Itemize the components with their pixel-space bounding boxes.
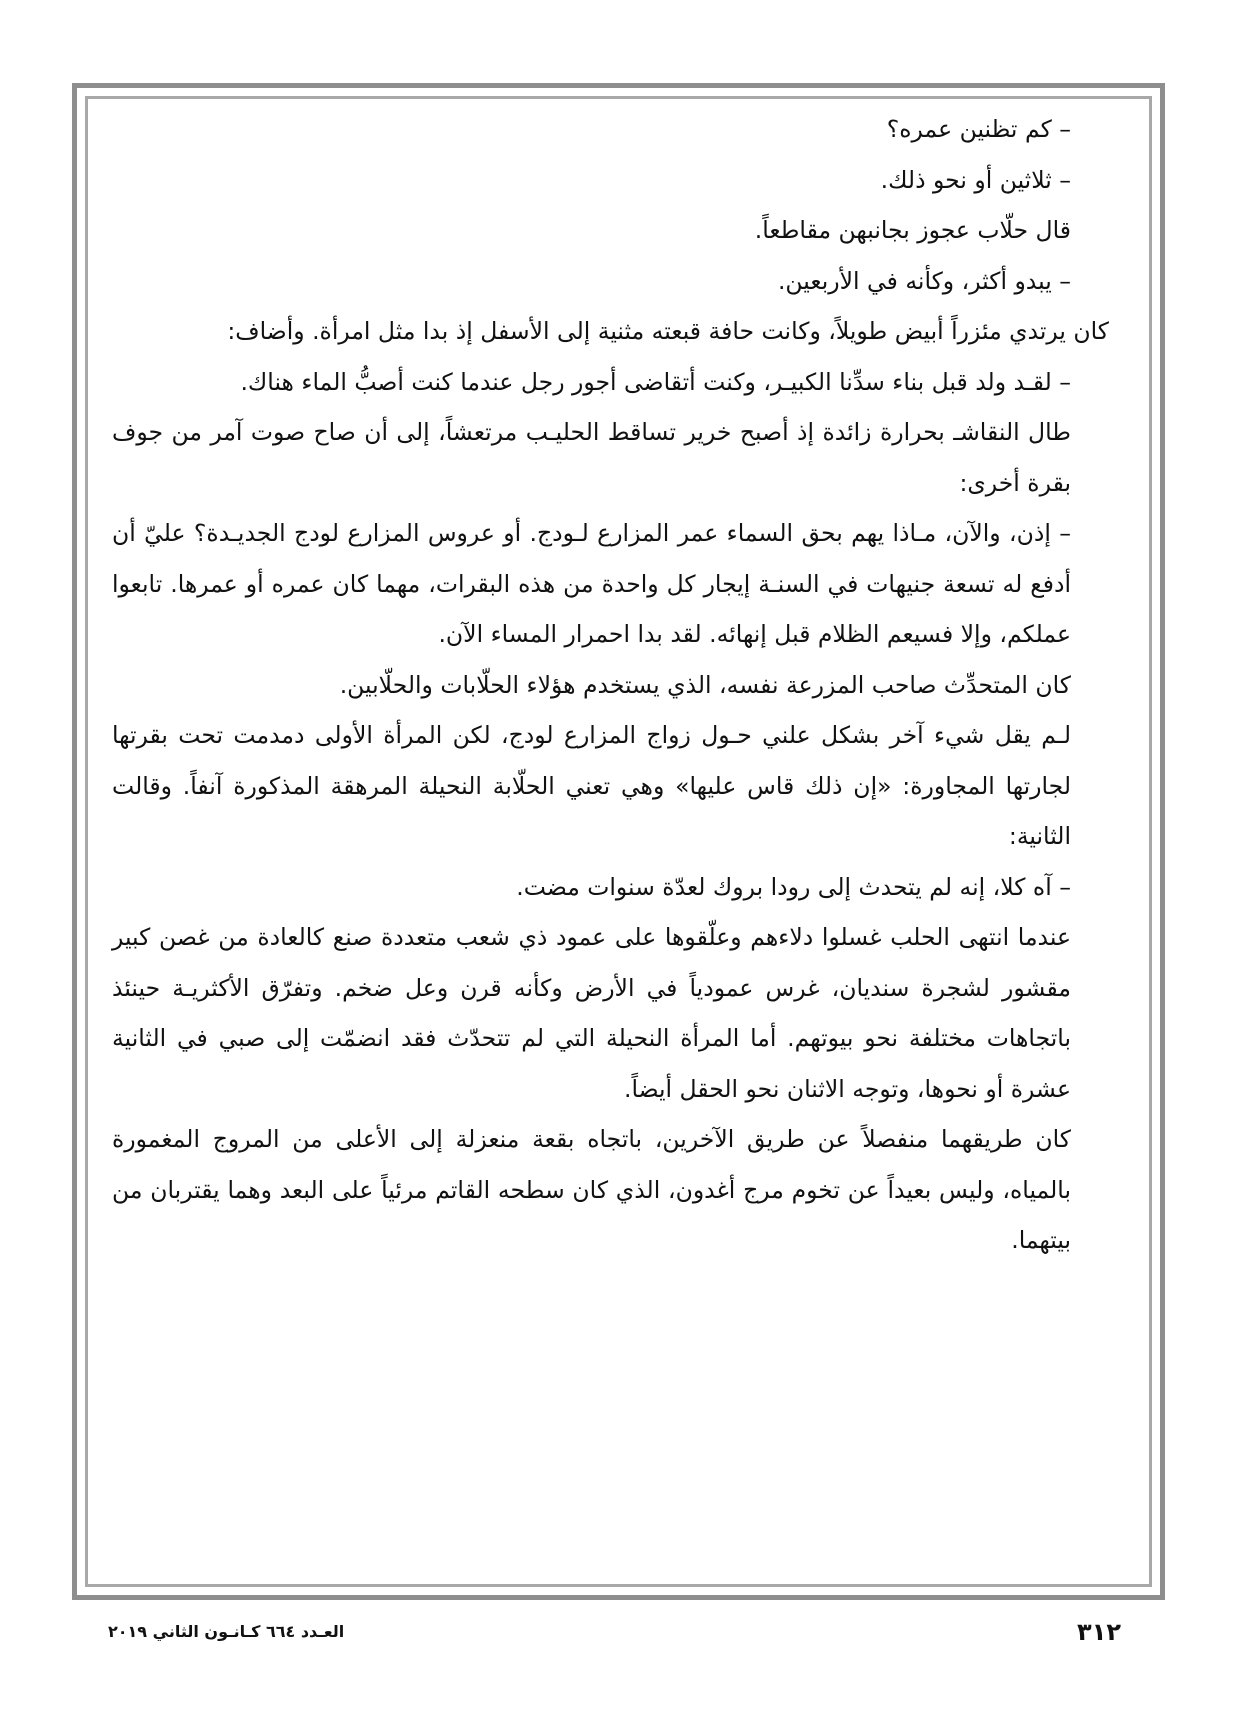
paragraph: عندما انتهى الحلب غسلوا دلاءهم وعلّقوها على عمود ذي شعب متعددة صنع كالعادة من غصن كبير مقشور لشجرة سنديان، غرس عمودياً في الأرض وكأنه قرن وعل ضخم. وتفرّق الأكثريـة حينئذ باتجاهات مختلفة نحو بيوتهم. أما المرأة النحيلة التي لم تتحدّث فقد انضمّت إلى صبي في الثانية عشرة أو نحوها، وتوجه الاثنان نحو الحقل أيضاً. <box>112 923 1071 1103</box>
dialogue-line: – آه كلا، إنه لم يتحدث إلى رودا بروك لعدّة سنوات مضت. <box>516 872 1071 901</box>
dialogue-line: – ثلاثين أو نحو ذلك. <box>880 165 1071 194</box>
dialogue-line: – كم تظنين عمره؟ <box>886 115 1071 143</box>
dialogue-line: – إذن، والآن، مـاذا يهم بحق السماء عمر المزارع لـودج. أو عروس المزارع لودج الجديـدة؟ عليّ أن أدفع له تسعة جنيهات في السنـة إيجار كل واحدة من هذه البقرات، مهما كان عمره أو عمرها. تابعوا عملكم، وإلا فسيعم الظلام قبل إنهائه. لقد بدا احمرار المساء الآن. <box>112 519 1071 648</box>
page-number: ٣١٢ <box>1077 1618 1121 1646</box>
page-footer <box>0 1616 1233 1656</box>
issue-info: العـدد ٦٦٤ كـانـون الثاني ٢٠١٩ <box>108 1622 345 1641</box>
paragraph: قال حلّاب عجوز بجانبهن مقاطعاً. <box>754 216 1071 244</box>
paragraph: لـم يقل شيء آخر بشكل علني حـول زواج المزارع لودج، لكن المرأة الأولى دمدمت تحت بقرتها لجارتها المجاورة: «إن ذلك قاس عليها» وهي تعني الحلّابة النحيلة المرهقة المذكورة آنفاً. وقالت الثانية: <box>112 721 1071 850</box>
paragraph: كان طريقهما منفصلاً عن طريق الآخرين، باتجاه بقعة منعزلة إلى الأعلى من المروج المغمورة بالمياه، وليس بعيداً عن تخوم مرج أغدون، الذي كان سطحه القاتم مرئياً على البعد وهما يقتربان من بيتهما. <box>112 1125 1071 1254</box>
paragraph: كان يرتدي مئزراً أبيض طويلاً، وكانت حافة قبعته مثنية إلى الأسفل إذ بدا مثل امرأة. وأضاف: <box>227 317 1109 345</box>
paragraph: كان المتحدِّث صاحب المزرعة نفسه، الذي يستخدم هؤلاء الحلّابات والحلّابين. <box>339 670 1071 699</box>
dialogue-line: – يبدو أكثر، وكأنه في الأربعين. <box>777 266 1071 295</box>
article-body <box>112 104 1109 1574</box>
paragraph: طال النقاشـ بحرارة زائدة إذ أصبح خرير تساقط الحليـب مرتعشاً، إلى أن صاح صوت آمر من جوف بقرة أخرى: <box>112 418 1071 497</box>
dialogue-line: – لقـد ولد قبل بناء سدِّنا الكبيـر، وكنت أتقاضى أجور رجل عندما كنت أصبُّ الماء هناك. <box>240 367 1071 396</box>
